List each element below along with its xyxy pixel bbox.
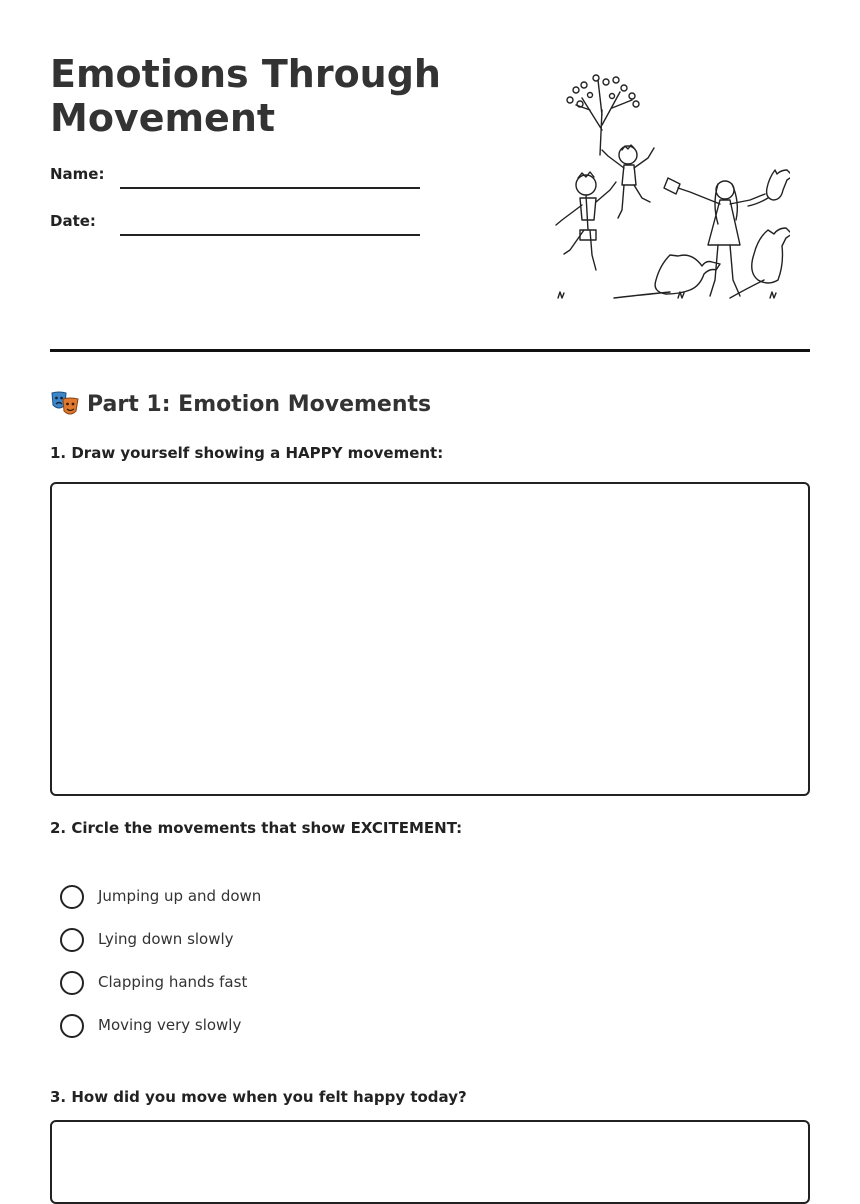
option-jumping[interactable] bbox=[60, 876, 560, 919]
kangaroo-drawing bbox=[614, 170, 790, 298]
circle-icon[interactable] bbox=[60, 1014, 84, 1038]
header-divider bbox=[50, 349, 810, 352]
jumping-child-figure bbox=[602, 145, 654, 218]
name-line[interactable] bbox=[120, 187, 420, 189]
circle-icon[interactable] bbox=[60, 928, 84, 952]
option-moving-slowly[interactable] bbox=[60, 1005, 560, 1048]
name-field[interactable] bbox=[50, 160, 420, 190]
question-2-text: 2. Circle the movements that show EXCITEMENT: bbox=[50, 819, 463, 837]
option-clapping[interactable] bbox=[60, 962, 560, 1005]
name-label: Name: bbox=[50, 165, 105, 183]
tree-drawing bbox=[567, 75, 639, 155]
worksheet-title: Emotions Through Movement bbox=[50, 52, 441, 140]
part1-heading bbox=[50, 387, 431, 421]
theater-masks-icon bbox=[50, 389, 80, 419]
question-3-text: 3. How did you move when you felt happy today? bbox=[50, 1088, 467, 1106]
circle-icon[interactable] bbox=[60, 885, 84, 909]
part1-title: Part 1: Emotion Movements bbox=[87, 391, 432, 417]
children-dancing-illustration bbox=[550, 70, 790, 305]
circle-icon[interactable] bbox=[60, 971, 84, 995]
option-label: Clapping hands fast bbox=[98, 973, 248, 991]
answer-text-area[interactable] bbox=[50, 1120, 810, 1204]
question-1-text: 1. Draw yourself showing a HAPPY movement: bbox=[50, 444, 444, 462]
drawing-area[interactable] bbox=[50, 482, 810, 796]
option-label: Moving very slowly bbox=[98, 1016, 242, 1034]
date-field[interactable] bbox=[50, 207, 420, 237]
option-label: Jumping up and down bbox=[98, 887, 262, 905]
option-lying-down[interactable] bbox=[60, 919, 560, 962]
excitement-options-list bbox=[60, 876, 560, 1048]
girl-figure bbox=[664, 178, 765, 296]
boy-figure bbox=[556, 172, 616, 270]
date-label: Date: bbox=[50, 212, 96, 230]
option-label: Lying down slowly bbox=[98, 930, 234, 948]
date-line[interactable] bbox=[120, 234, 420, 236]
